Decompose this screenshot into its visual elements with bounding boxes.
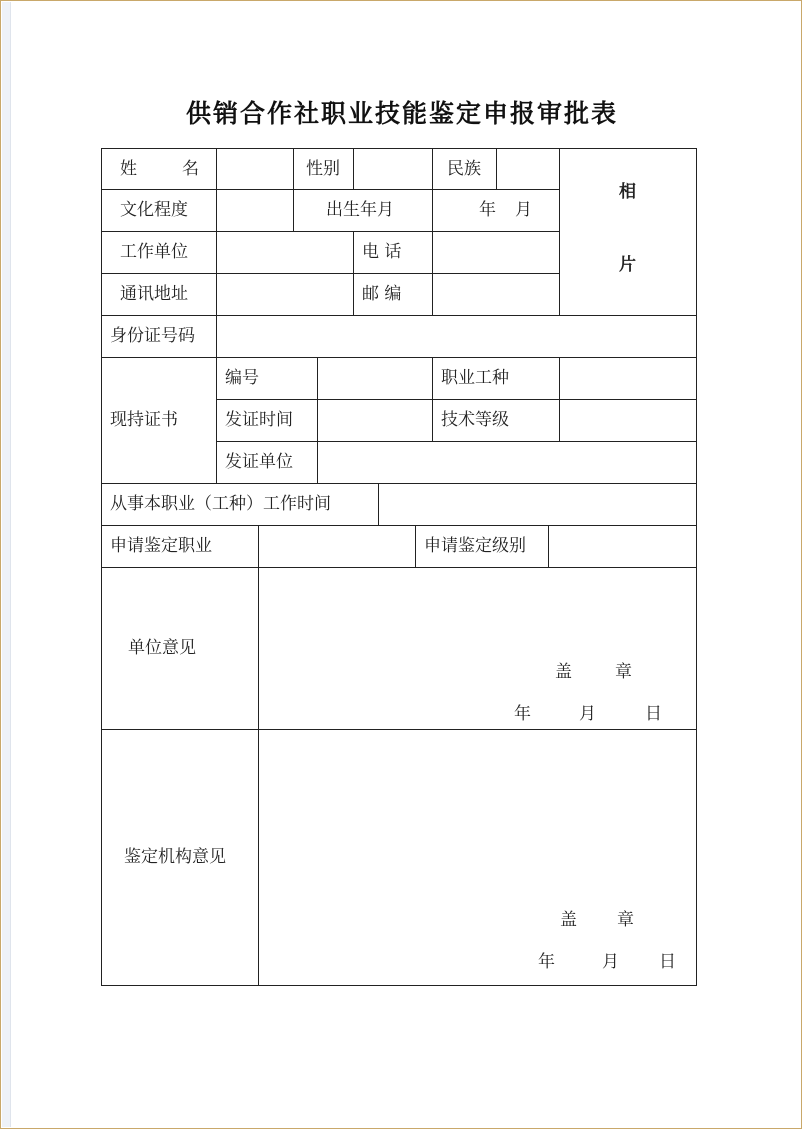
birth-value-field[interactable] (432, 189, 560, 232)
agency-opinion-label: 鉴定机构意见 (101, 729, 259, 986)
photo-label-char-1: 相 (619, 182, 636, 202)
certificate-number-label: 编号 (216, 357, 318, 400)
name-label-char-2: 名 (182, 158, 199, 179)
education-label: 文化程度 (101, 189, 217, 232)
photo-box (559, 148, 697, 316)
name-value-field[interactable] (216, 148, 294, 190)
employer-value-field[interactable] (216, 231, 354, 274)
unit-date-month: 月 (579, 704, 596, 724)
unit-opinion-field[interactable] (258, 567, 697, 730)
gender-value-field[interactable] (353, 148, 433, 190)
certificate-date-value-field[interactable] (317, 399, 433, 442)
ethnicity-value-field[interactable] (496, 148, 560, 190)
unit-seal-char-2: 章 (615, 662, 632, 682)
certificate-job-value-field[interactable] (559, 357, 697, 400)
agency-opinion-field[interactable] (258, 729, 697, 986)
unit-date-day: 日 (645, 704, 662, 724)
certificate-issuer-label: 发证单位 (216, 441, 318, 484)
certificate-number-value-field[interactable] (317, 357, 433, 400)
work-time-label: 从事本职业（工种）工作时间 (101, 483, 379, 526)
employer-label: 工作单位 (101, 231, 217, 274)
unit-date-year: 年 (514, 704, 531, 724)
address-label: 通讯地址 (101, 273, 217, 316)
education-value-field[interactable] (216, 189, 294, 232)
agency-seal-char-2: 章 (617, 910, 634, 930)
ethnicity-label: 民族 (432, 148, 497, 190)
apply-level-label: 申请鉴定级别 (415, 525, 549, 568)
agency-date-month: 月 (602, 952, 619, 972)
agency-seal-char-1: 盖 (560, 910, 577, 930)
form-title: 供销合作社职业技能鉴定申报审批表 (185, 99, 618, 128)
address-value-field[interactable] (216, 273, 354, 316)
certificate-level-label: 技术等级 (432, 399, 560, 442)
name-label-char-1: 姓 (120, 158, 137, 179)
postcode-value-field[interactable] (432, 273, 560, 316)
unit-seal-char-1: 盖 (555, 662, 572, 682)
certificate-date-label: 发证时间 (216, 399, 318, 442)
apply-job-value-field[interactable] (258, 525, 416, 568)
apply-job-label: 申请鉴定职业 (101, 525, 259, 568)
phone-value-field[interactable] (432, 231, 560, 274)
certificate-section-label: 现持证书 (101, 357, 217, 484)
apply-level-value-field[interactable] (548, 525, 697, 568)
unit-opinion-label: 单位意见 (101, 567, 259, 730)
phone-label: 电 话 (353, 231, 433, 274)
gender-label: 性别 (293, 148, 354, 190)
agency-date-day: 日 (659, 952, 676, 972)
id-number-label: 身份证号码 (101, 315, 217, 358)
agency-date-year: 年 (538, 952, 555, 972)
certificate-job-label: 职业工种 (432, 357, 560, 400)
photo-label-char-2: 片 (619, 255, 636, 275)
work-time-value-field[interactable] (378, 483, 697, 526)
postcode-label: 邮 编 (353, 273, 433, 316)
page-margin (2, 2, 11, 1127)
certificate-issuer-value-field[interactable] (317, 441, 697, 484)
birth-year-unit: 年 (479, 200, 496, 220)
name-label-cell (101, 148, 217, 190)
birth-label: 出生年月 (293, 189, 433, 232)
id-number-value-field[interactable] (216, 315, 697, 358)
certificate-level-value-field[interactable] (559, 399, 697, 442)
birth-month-unit: 月 (515, 200, 532, 220)
